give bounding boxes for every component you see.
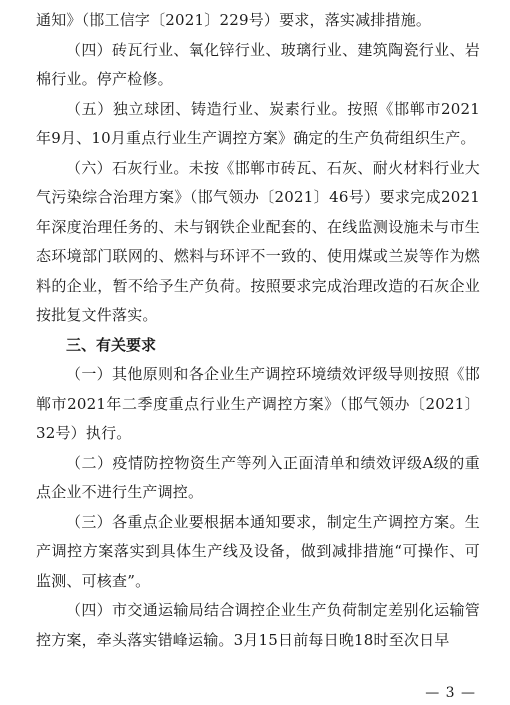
paragraph: （三）各重点企业要根据本通知要求，制定生产调控方案。生产调控方案落实到具体生产线及设备，做到减排措施“可操作、可监测、可核查”。 xyxy=(36,512,480,590)
body-text xyxy=(36,6,480,655)
paragraph: （一）其他原则和各企业生产调控环境绩效评级导则按照《邯郸市2021年二季度重点行业生产调控方案》（邯气领办〔2021〕32号）执行。 xyxy=(36,365,480,442)
paragraph: （四）砖瓦行业、氧化锌行业、玻璃行业、建筑陶瓷行业、岩棉行业。停产检修。 xyxy=(36,40,480,88)
paragraph: （四）市交通运输局结合调控企业生产负荷制定差别化运输管控方案，牵头落实错峰运输。3月15日前每日晚18时至次日早 xyxy=(36,601,480,649)
paragraph: （二）疫情防控物资生产等列入正面清单和绩效评级A级的重点企业不进行生产调控。 xyxy=(36,453,480,501)
paragraph: （五）独立球团、铸造行业、炭素行业。按照《邯郸市2021年9月、10月重点行业生产调控方案》确定的生产负荷组织生产。 xyxy=(36,99,480,147)
section-heading: 三、有关要求 xyxy=(66,335,157,354)
page-number: — 3 — xyxy=(425,685,476,701)
paragraph: （六）石灰行业。未按《邯郸市砖瓦、石灰、耐火材料行业大气污染综合治理方案》（邯气领办〔2021〕46号）要求完成2021年深度治理任务的、未与钢铁企业配套的、在线监测设施未与市生态环境部门联网的、燃料与环评不一致的、使用煤或兰炭等作为燃料的企业，暂不给予生产负荷。按照要求完成治理改造的石灰企业按批复文件落实。 xyxy=(36,158,480,324)
paragraph: 通知》（邯工信字〔2021〕229号）要求，落实减排措施。 xyxy=(36,11,432,29)
